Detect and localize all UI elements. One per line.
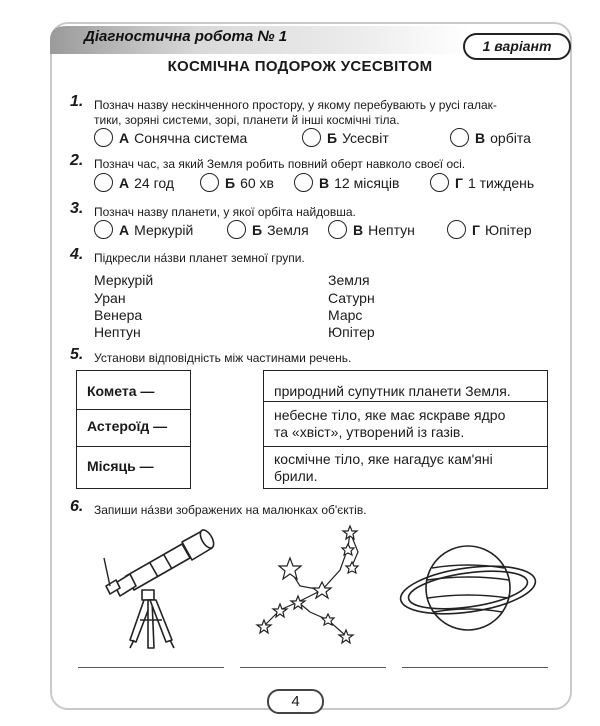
question-3-text: Познач назву планети, у якої орбіта найдовша.	[94, 205, 356, 219]
question-5-text: Установи відповідність між частинами речень.	[94, 351, 352, 365]
q1-option-a[interactable]	[94, 128, 247, 147]
option-letter: А	[119, 129, 130, 146]
q3-option-d[interactable]	[447, 220, 532, 239]
answer-line-2[interactable]	[240, 667, 386, 668]
constellation-icon	[240, 520, 380, 650]
planet-word[interactable]: Юпітер	[328, 324, 375, 340]
divider	[77, 446, 190, 447]
planet-word[interactable]: Меркурій	[94, 272, 154, 288]
answer-circle[interactable]	[430, 173, 449, 192]
q3-option-b[interactable]	[227, 220, 309, 239]
q1-option-c[interactable]	[450, 128, 531, 147]
planet-word[interactable]: Нептун	[94, 324, 141, 340]
option-text: Меркурій	[134, 221, 194, 238]
q2-option-a[interactable]	[94, 173, 174, 192]
option-letter: В	[319, 174, 330, 191]
planet-word[interactable]: Марс	[328, 307, 363, 323]
q3-option-c[interactable]	[328, 220, 415, 239]
q2-option-b[interactable]	[200, 173, 274, 192]
answer-circle[interactable]	[94, 128, 113, 147]
divider	[264, 401, 547, 402]
option-letter: Г	[472, 221, 480, 238]
answer-line-1[interactable]	[78, 667, 224, 668]
answer-circle[interactable]	[94, 173, 113, 192]
option-text: Юпітер	[484, 221, 532, 238]
answer-circle[interactable]	[94, 220, 113, 239]
question-4-text: Підкресли на́зви планет земної групи.	[94, 251, 305, 265]
answer-circle[interactable]	[450, 128, 469, 147]
option-text: 60 хв	[240, 174, 274, 191]
q2-option-d[interactable]	[430, 173, 534, 192]
planet-word[interactable]: Сатурн	[328, 290, 375, 306]
question-5-number: 5.	[70, 346, 84, 363]
matching-left-item[interactable]: Комета —	[87, 383, 155, 399]
option-text: 12 місяців	[334, 174, 400, 191]
question-2-number: 2.	[70, 152, 84, 169]
question-1-number: 1.	[70, 93, 84, 110]
definition-line: природний супутник планети Земля.	[274, 383, 511, 399]
matching-right-item[interactable]	[274, 407, 539, 441]
definition-line: небесне тіло, яке має яскраве ядро	[274, 407, 506, 423]
question-1-text-line1: Познач назву нескінченного простору, у якому перебувають у русі галак-	[94, 98, 497, 112]
question-2-text: Познач час, за який Земля робить повний оберт навколо своєї осі.	[94, 157, 466, 171]
option-text: 24 год	[134, 174, 175, 191]
option-text: Нептун	[368, 221, 415, 238]
question-1-text-line2: тики, зоряні системи, зорі, планети й інші космічні тіла.	[94, 113, 400, 127]
question-6-text: Запиши на́зви зображених на малюнках об'єктів.	[94, 503, 367, 517]
answer-circle[interactable]	[328, 220, 347, 239]
answer-circle[interactable]	[447, 220, 466, 239]
option-text: Земля	[267, 221, 309, 238]
q2-option-c[interactable]	[294, 173, 399, 192]
answer-circle[interactable]	[200, 173, 219, 192]
planet-with-rings-icon	[398, 528, 538, 648]
matching-right-item[interactable]	[274, 383, 539, 400]
q3-option-a[interactable]	[94, 220, 193, 239]
worksheet-title: КОСМІЧНА ПОДОРОЖ УСЕСВІТОМ	[167, 58, 433, 75]
option-text: 1 тиждень	[467, 174, 535, 191]
option-text: Усесвіт	[342, 129, 389, 146]
option-letter: В	[475, 129, 486, 146]
option-text: Сонячна система	[134, 129, 248, 146]
option-letter: Б	[225, 174, 236, 191]
option-letter: Г	[455, 174, 463, 191]
planet-word[interactable]: Земля	[328, 272, 370, 288]
planet-word[interactable]: Венера	[94, 307, 143, 323]
header-title: Діагностична робота № 1	[84, 28, 288, 45]
divider	[264, 446, 547, 447]
definition-line: космічне тіло, яке нагадує кам'яні	[274, 451, 493, 467]
telescope-icon	[90, 518, 230, 658]
option-letter: А	[119, 221, 130, 238]
page-number: 4	[267, 689, 324, 714]
matching-left-item[interactable]: Місяць —	[87, 458, 154, 474]
divider	[77, 409, 190, 410]
definition-line: брили.	[274, 468, 318, 484]
option-letter: Б	[252, 221, 263, 238]
question-6-number: 6.	[70, 498, 84, 515]
matching-left-item[interactable]: Астероїд —	[87, 418, 168, 434]
option-letter: А	[119, 174, 130, 191]
answer-circle[interactable]	[294, 173, 313, 192]
option-text: орбіта	[490, 129, 531, 146]
question-4-number: 4.	[70, 246, 84, 263]
matching-left-column	[76, 370, 191, 489]
matching-right-column	[263, 370, 548, 489]
answer-line-3[interactable]	[402, 667, 548, 668]
q1-option-b[interactable]	[302, 128, 389, 147]
option-letter: В	[353, 221, 364, 238]
variant-badge: 1 варіант	[463, 33, 571, 60]
question-3-number: 3.	[70, 200, 84, 217]
option-letter: Б	[327, 129, 338, 146]
matching-right-item[interactable]	[274, 451, 539, 485]
definition-line: та «хвіст», утворений із газів.	[274, 424, 465, 440]
answer-circle[interactable]	[227, 220, 246, 239]
answer-circle[interactable]	[302, 128, 321, 147]
planet-word[interactable]: Уран	[94, 290, 126, 306]
